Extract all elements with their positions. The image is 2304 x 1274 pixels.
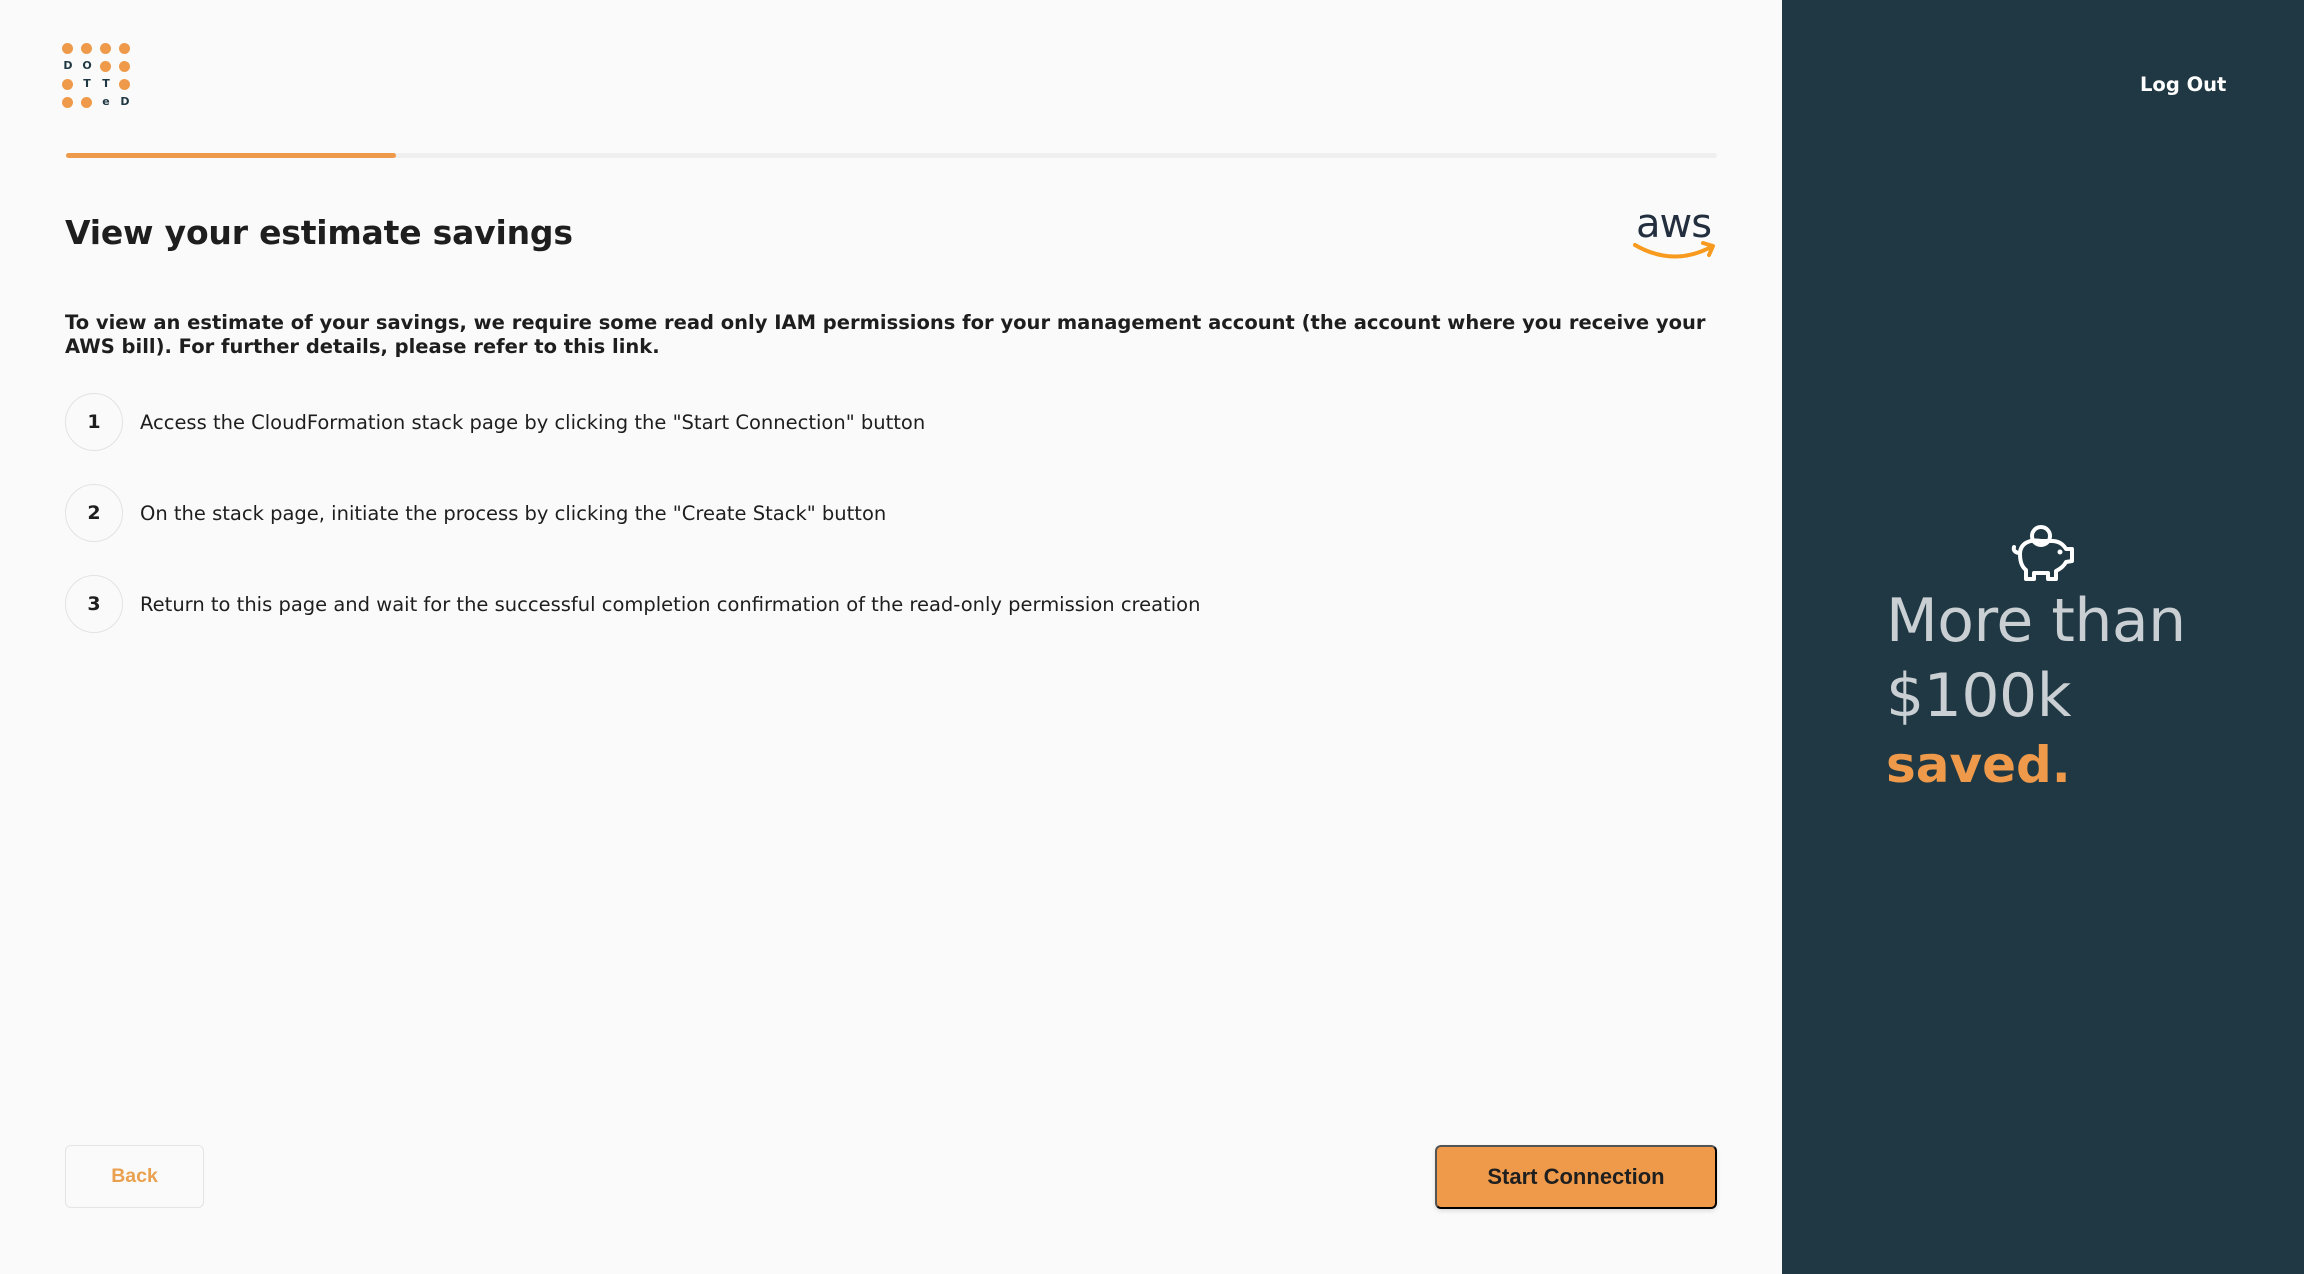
piggy-bank-icon bbox=[2008, 521, 2078, 583]
dotted-logo bbox=[62, 43, 132, 113]
logo-dot bbox=[100, 61, 111, 72]
intro-text: To view an estimate of your savings, we require some read only IAM permissions for your management account (the account where you receive your AWS bill). For further details, please refer to this link. bbox=[65, 311, 1706, 358]
logo-dot bbox=[119, 61, 130, 72]
logo-dot bbox=[62, 97, 73, 108]
step-number: 2 bbox=[65, 484, 123, 542]
page-title: View your estimate savings bbox=[65, 213, 573, 252]
promo-line-1: More than bbox=[1886, 586, 2186, 656]
aws-logo bbox=[1633, 203, 1719, 263]
promo-line-2: $100k bbox=[1886, 661, 2071, 731]
step-number: 3 bbox=[65, 575, 123, 633]
progress-bar-fill bbox=[66, 153, 396, 158]
promo-accent: saved. bbox=[1886, 736, 2071, 794]
logo-letter: e bbox=[102, 95, 110, 108]
logo-dot bbox=[100, 43, 111, 54]
logo-letter: T bbox=[102, 77, 110, 90]
promo-text bbox=[1886, 584, 2286, 796]
logo-letter: T bbox=[83, 77, 91, 90]
logo-dot bbox=[119, 79, 130, 90]
logo-letter: O bbox=[82, 59, 92, 72]
logo-dot bbox=[81, 97, 92, 108]
logout-link[interactable]: Log Out bbox=[2140, 73, 2227, 96]
progress-bar bbox=[66, 153, 1717, 158]
aws-smile-icon bbox=[1633, 239, 1719, 265]
logo-dot bbox=[62, 79, 73, 90]
logo-dot bbox=[81, 43, 92, 54]
logo-dot bbox=[119, 43, 130, 54]
start-connection-button[interactable]: Start Connection bbox=[1435, 1145, 1717, 1209]
logo-letter: D bbox=[120, 95, 130, 108]
back-button[interactable]: Back bbox=[65, 1145, 204, 1208]
step-item bbox=[65, 575, 1725, 633]
step-text: On the stack page, initiate the process by clicking the "Create Stack" button bbox=[140, 501, 887, 525]
logo-dot bbox=[62, 43, 73, 54]
step-text: Access the CloudFormation stack page by clicking the "Start Connection" button bbox=[140, 410, 926, 434]
step-item bbox=[65, 393, 1725, 451]
step-text: Return to this page and wait for the successful completion confirmation of the read-only permission creation bbox=[140, 592, 1201, 616]
logo-letter: D bbox=[63, 59, 73, 72]
step-item bbox=[65, 484, 1725, 542]
aws-logo-text: aws bbox=[1636, 201, 1712, 247]
step-number: 1 bbox=[65, 393, 123, 451]
